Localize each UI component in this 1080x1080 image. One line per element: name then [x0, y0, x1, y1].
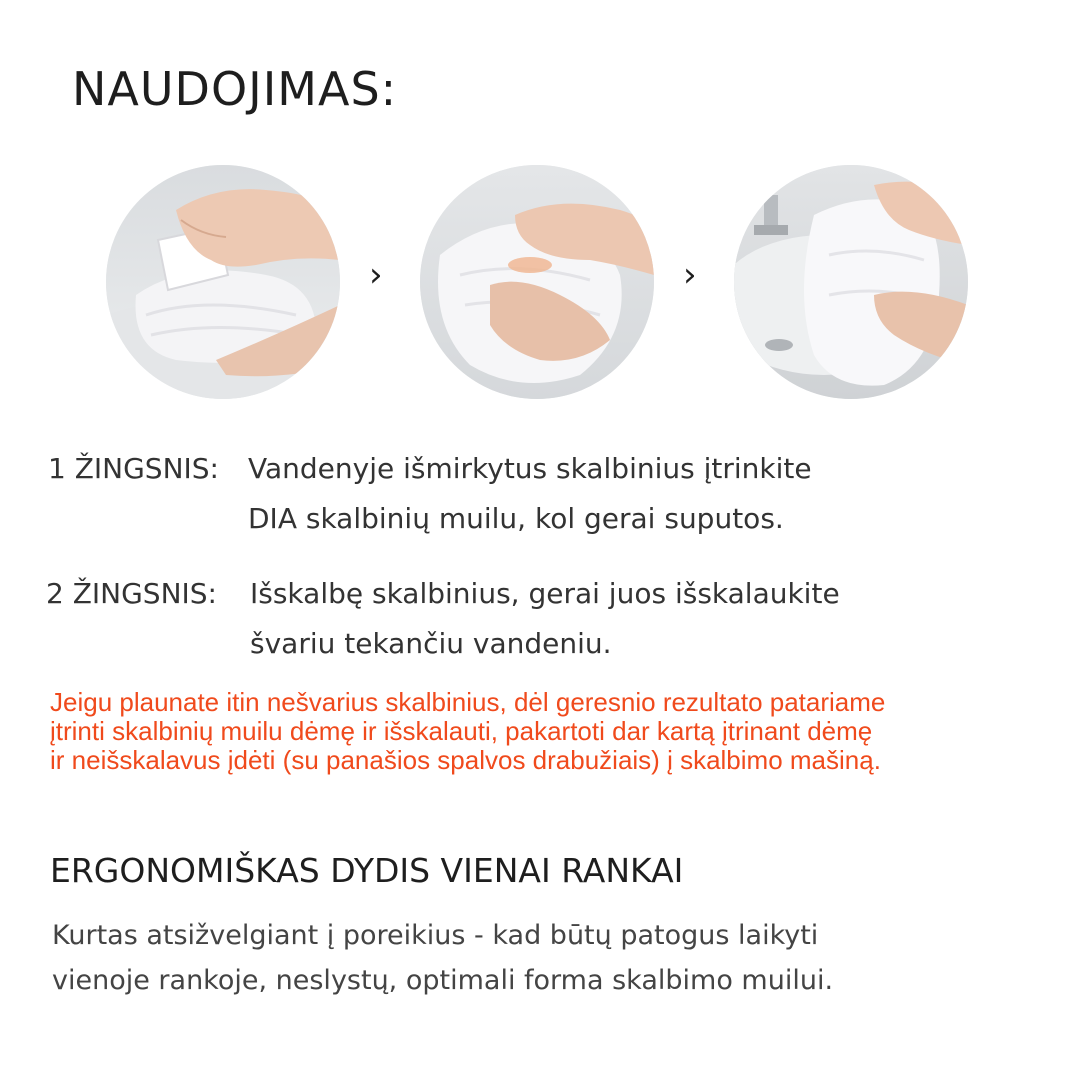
- heavy-stain-tip: [50, 688, 1050, 775]
- ergonomics-line: vienoje rankoje, neslystų, optimali forma skalbimo muilui.: [52, 965, 834, 996]
- step-2-description: [250, 569, 840, 669]
- step-2-line: švariu tekančiu vandeniu.: [250, 627, 612, 660]
- step-2-line: Išskalbę skalbinius, gerai juos išskalaukite: [250, 577, 840, 610]
- tip-line: Jeigu plaunate itin nešvarius skalbinius, dėl geresnio rezultato patariame: [50, 687, 886, 717]
- step-1-label: 1 ŽINGSNIS:: [48, 452, 219, 485]
- ergonomics-line: Kurtas atsižvelgiant į poreikius - kad būtų patogus laikyti: [52, 920, 819, 951]
- step-1-line: DIA skalbinių muilu, kol gerai suputos.: [248, 502, 784, 535]
- step-photo-rinsing-towel: [734, 165, 968, 399]
- step-1-description: [248, 444, 812, 544]
- photo-icon: [106, 165, 340, 399]
- tip-line: įtrinti skalbinių muilu dėmę ir išskalauti, pakartoti dar kartą įtrinant dėmę: [50, 716, 873, 746]
- next-step-arrow: ›: [369, 255, 383, 295]
- ergonomics-description: [52, 913, 833, 1003]
- photo-icon: [420, 165, 654, 399]
- tip-line: ir neišskalavus įdėti (su panašios spalvos drabužiais) į skalbimo mašiną.: [50, 745, 881, 775]
- step-2-label: 2 ŽINGSNIS:: [46, 577, 217, 610]
- photo-icon: [734, 165, 968, 399]
- next-step-arrow: ›: [683, 255, 697, 295]
- page-title: NAUDOJIMAS:: [72, 62, 398, 116]
- ergonomics-title: ERGONOMIŠKAS DYDIS VIENAI RANKAI: [50, 851, 684, 890]
- step-photo-soap-rubbing: [106, 165, 340, 399]
- step-photo-scrubbing-towel: [420, 165, 654, 399]
- step-1-line: Vandenyje išmirkytus skalbinius įtrinkite: [248, 452, 812, 485]
